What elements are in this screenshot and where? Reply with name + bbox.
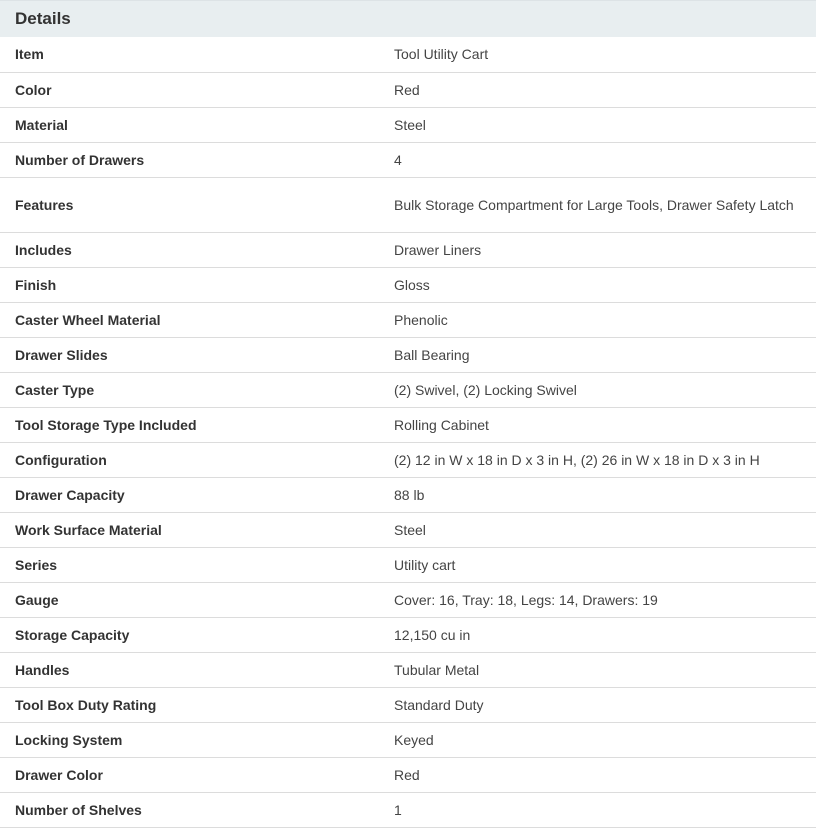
spec-value-handles: Tubular Metal xyxy=(394,652,816,687)
table-row xyxy=(0,687,816,722)
spec-value-work-surface-material: Steel xyxy=(394,512,816,547)
table-row xyxy=(0,37,816,72)
table-row xyxy=(0,107,816,142)
table-row xyxy=(0,372,816,407)
spec-label-duty-rating: Tool Box Duty Rating xyxy=(0,687,394,722)
spec-label-configuration: Configuration xyxy=(0,442,394,477)
table-row xyxy=(0,177,816,232)
table-row xyxy=(0,302,816,337)
spec-value-storage-capacity: 12,150 cu in xyxy=(394,617,816,652)
spec-value-drawer-color: Red xyxy=(394,757,816,792)
spec-label-caster-type: Caster Type xyxy=(0,372,394,407)
table-row xyxy=(0,757,816,792)
table-row xyxy=(0,547,816,582)
spec-value-caster-type: (2) Swivel, (2) Locking Swivel xyxy=(394,372,816,407)
spec-value-locking-system: Keyed xyxy=(394,722,816,757)
spec-label-finish: Finish xyxy=(0,267,394,302)
spec-value-finish: Gloss xyxy=(394,267,816,302)
spec-label-locking-system: Locking System xyxy=(0,722,394,757)
table-row xyxy=(0,722,816,757)
spec-value-gauge: Cover: 16, Tray: 18, Legs: 14, Drawers: 19 xyxy=(394,582,816,617)
spec-label-color: Color xyxy=(0,72,394,107)
spec-value-includes: Drawer Liners xyxy=(394,232,816,267)
spec-value-configuration: (2) 12 in W x 18 in D x 3 in H, (2) 26 in W x 18 in D x 3 in H xyxy=(394,442,816,477)
specifications-table xyxy=(0,37,816,828)
spec-label-item: Item xyxy=(0,37,394,72)
table-row xyxy=(0,267,816,302)
spec-value-drawer-capacity: 88 lb xyxy=(394,477,816,512)
spec-label-storage-capacity: Storage Capacity xyxy=(0,617,394,652)
table-row xyxy=(0,407,816,442)
spec-label-work-surface-material: Work Surface Material xyxy=(0,512,394,547)
spec-label-features: Features xyxy=(0,177,394,232)
spec-label-number-of-drawers: Number of Drawers xyxy=(0,142,394,177)
spec-value-number-of-drawers: 4 xyxy=(394,142,816,177)
spec-label-includes: Includes xyxy=(0,232,394,267)
spec-label-caster-wheel-material: Caster Wheel Material xyxy=(0,302,394,337)
details-header xyxy=(0,0,816,37)
spec-label-series: Series xyxy=(0,547,394,582)
spec-value-color: Red xyxy=(394,72,816,107)
spec-label-gauge: Gauge xyxy=(0,582,394,617)
table-row xyxy=(0,617,816,652)
table-row xyxy=(0,72,816,107)
table-row xyxy=(0,582,816,617)
spec-label-drawer-capacity: Drawer Capacity xyxy=(0,477,394,512)
table-row xyxy=(0,337,816,372)
spec-value-tool-storage-type: Rolling Cabinet xyxy=(394,407,816,442)
table-row xyxy=(0,477,816,512)
spec-label-material: Material xyxy=(0,107,394,142)
details-title: Details xyxy=(15,9,71,28)
spec-value-features: Bulk Storage Compartment for Large Tools, Drawer Safety Latch xyxy=(394,177,816,232)
spec-value-number-of-shelves: 1 xyxy=(394,792,816,827)
table-row xyxy=(0,442,816,477)
spec-value-series: Utility cart xyxy=(394,547,816,582)
table-row xyxy=(0,142,816,177)
spec-value-material: Steel xyxy=(394,107,816,142)
spec-label-drawer-slides: Drawer Slides xyxy=(0,337,394,372)
spec-label-tool-storage-type: Tool Storage Type Included xyxy=(0,407,394,442)
spec-label-number-of-shelves: Number of Shelves xyxy=(0,792,394,827)
table-row xyxy=(0,512,816,547)
table-row xyxy=(0,652,816,687)
table-row xyxy=(0,232,816,267)
spec-label-handles: Handles xyxy=(0,652,394,687)
table-row xyxy=(0,792,816,827)
spec-value-duty-rating: Standard Duty xyxy=(394,687,816,722)
spec-label-drawer-color: Drawer Color xyxy=(0,757,394,792)
spec-value-caster-wheel-material: Phenolic xyxy=(394,302,816,337)
spec-value-item: Tool Utility Cart xyxy=(394,37,816,72)
spec-value-drawer-slides: Ball Bearing xyxy=(394,337,816,372)
